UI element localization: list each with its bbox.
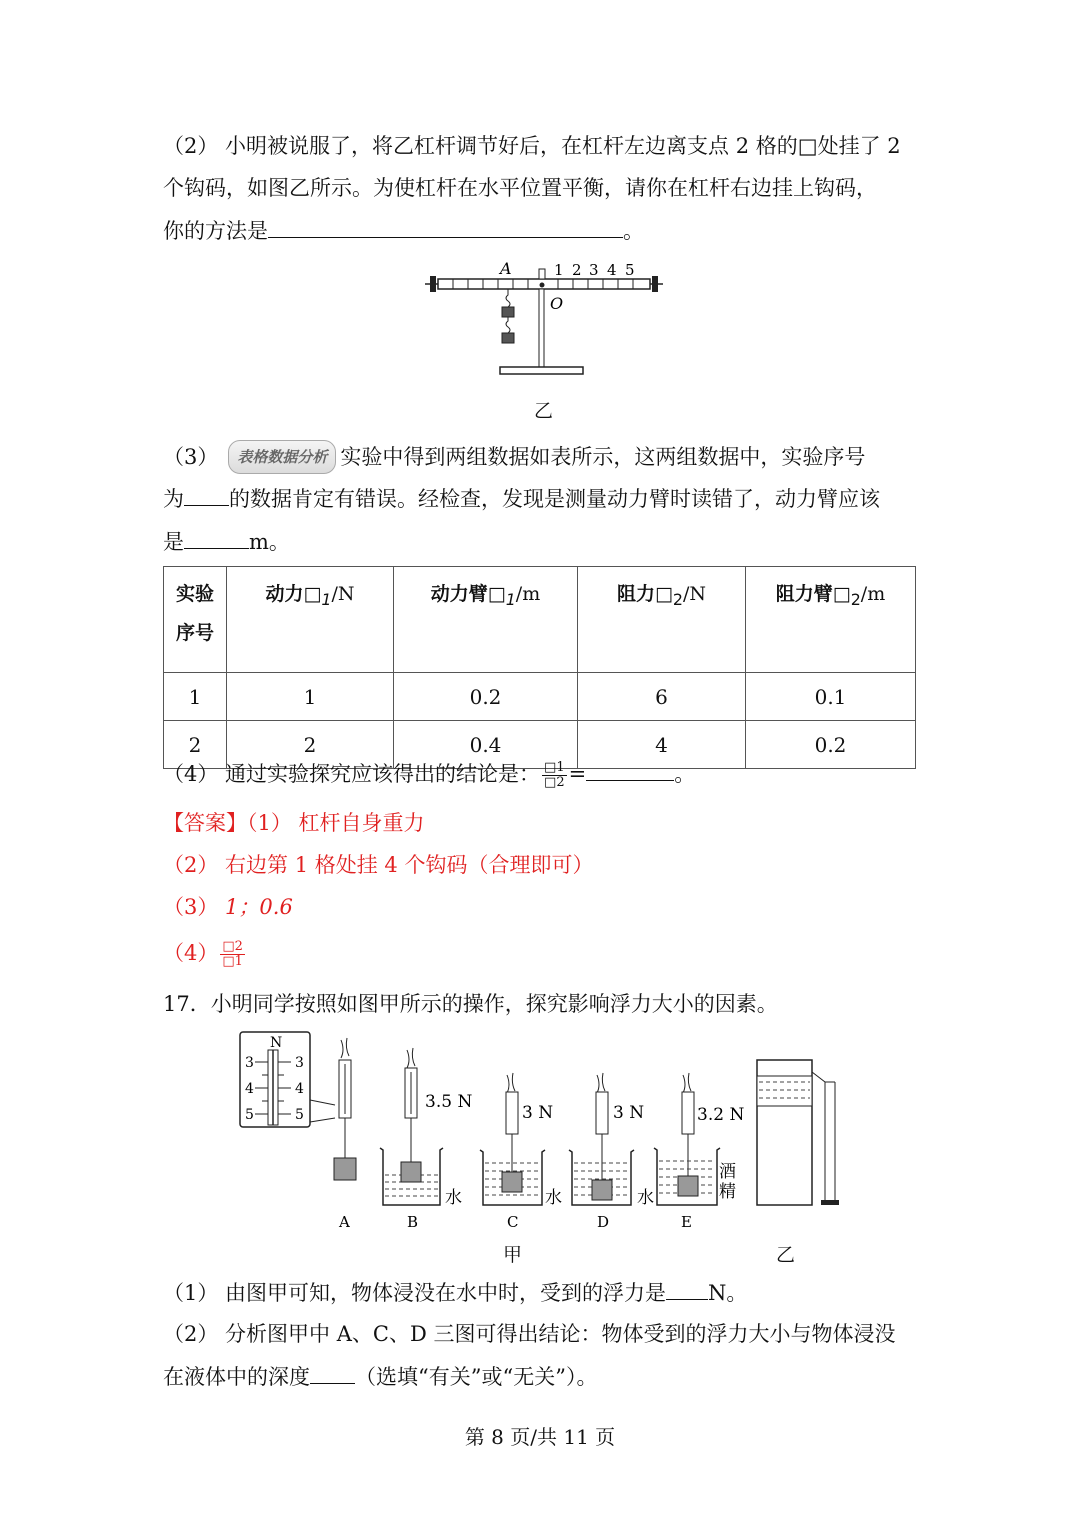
- answer-blank-method[interactable]: [268, 215, 623, 238]
- answer-3-value: 1；0.6: [225, 895, 293, 919]
- answer-4-prefix: （4）: [163, 941, 219, 965]
- inset-tick-5-left: 5: [245, 1107, 254, 1123]
- q16-part4-line: [163, 758, 695, 790]
- tick-3: 3: [589, 261, 599, 279]
- q16-part3-text: 实验中得到两组数据如表所示，这两组数据中，实验序号: [340, 445, 866, 469]
- q16-part3-prefix: （3）: [163, 445, 219, 469]
- q16-part3-line3-b: m。: [249, 530, 290, 554]
- inset-tick-4-right: 4: [295, 1081, 304, 1097]
- q16-part3-line1: [163, 440, 865, 474]
- q16-part3-line3: [163, 526, 290, 557]
- q16-part3-line3-a: 是: [163, 530, 184, 554]
- answer-blank-conclusion[interactable]: [586, 758, 674, 781]
- label-setup-E: E: [681, 1213, 692, 1231]
- q17-part2-line2: [163, 1361, 597, 1392]
- answer-1: （1） 杠杆自身重力: [247, 811, 425, 835]
- table-cell: 0.1: [746, 673, 916, 721]
- inset-tick-5-right: 5: [295, 1107, 304, 1123]
- inset-tick-3-left: 3: [245, 1055, 254, 1071]
- tick-1: 1: [554, 261, 564, 279]
- q17-part2-text: 在液体中的深度: [163, 1365, 310, 1389]
- table-cell: 1: [164, 673, 227, 721]
- label-setup-A: A: [339, 1213, 350, 1231]
- figure-caption-yi: 乙: [534, 400, 554, 422]
- q16-part3-line2-b: 的数据肯定有错误。经检查，发现是测量动力臂时读错了，动力臂应该: [229, 487, 880, 511]
- lever-figure: [420, 255, 670, 385]
- q16-part2-suffix: 。: [623, 219, 644, 243]
- answer-blank-arm-length[interactable]: [184, 526, 249, 549]
- q17-title: 17．小明同学按照如图甲所示的操作，探究影响浮力大小的因素。: [163, 992, 778, 1016]
- liquid-C: 水: [545, 1188, 562, 1208]
- table-analysis-badge: 表格数据分析: [228, 440, 336, 474]
- table-cell: 0.4: [394, 721, 578, 769]
- answer-line-4: [163, 938, 247, 969]
- setup-B: [380, 1048, 443, 1205]
- answer-line-3: [163, 892, 293, 922]
- figure-caption-yi-2: 乙: [776, 1244, 796, 1266]
- setup-E: [654, 1073, 720, 1205]
- setup-C: [480, 1073, 545, 1205]
- label-setup-B: B: [407, 1213, 419, 1231]
- answer-blank-buoyancy[interactable]: [666, 1277, 708, 1300]
- liquid-E-1: 酒: [719, 1162, 736, 1182]
- reading-E: 3.2 N: [697, 1105, 745, 1125]
- cylinder-yi: [757, 1060, 839, 1205]
- label-setup-D: D: [597, 1213, 610, 1231]
- liquid-E-2: 精: [719, 1182, 736, 1202]
- inset-tick-4-left: 4: [245, 1081, 254, 1097]
- tick-5: 5: [625, 261, 635, 279]
- table-cell: 0.2: [746, 721, 916, 769]
- setup-D: [569, 1073, 634, 1205]
- inset-tick-3-right: 3: [295, 1055, 304, 1071]
- answer-3-prefix: （3）: [163, 895, 226, 919]
- liquid-D: 水: [637, 1188, 654, 1208]
- liquid-B: 水: [445, 1188, 462, 1208]
- equals-sign: =: [568, 762, 587, 786]
- q17-part2-line1: （2） 分析图甲中 A、C、D 三图可得出结论：物体受到的浮力大小与物体浸没: [163, 1322, 896, 1346]
- q16-part2-line3: [163, 215, 644, 246]
- tick-2: 2: [572, 261, 582, 279]
- answer-4-fraction: $\frac{□2}{□1}$: [222, 939, 243, 969]
- answer-line-1: [163, 808, 425, 838]
- reading-C: 3 N: [522, 1103, 554, 1123]
- table-cell: 2: [164, 721, 227, 769]
- answer-2: （2） 右边第 1 格处挂 4 个钩码（合理即可）: [163, 853, 594, 877]
- header-load-arm: 阻力臂$□_2/m$: [746, 567, 916, 673]
- q17-part1-text: （1） 由图甲可知，物体浸没在水中时，受到的浮力是: [163, 1281, 667, 1305]
- q17-part2-options: （选填“有关”或“无关”）。: [355, 1365, 598, 1389]
- table-cell: 1: [227, 673, 394, 721]
- q16-part3-line2-a: 为: [163, 487, 184, 511]
- q16-part4-prefix: （4） 通过实验探究应该得出的结论是：: [163, 762, 541, 786]
- inset-unit: N: [270, 1035, 283, 1051]
- header-effort: 动力$□_1/N$: [227, 567, 394, 673]
- answer-blank-error-row[interactable]: [184, 483, 229, 506]
- reading-B: 3.5 N: [425, 1092, 473, 1112]
- table-cell: 0.2: [394, 673, 578, 721]
- header-load: 阻力$□_2/N$: [578, 567, 746, 673]
- conclusion-fraction: $\frac{□1}{□2}$: [544, 760, 565, 790]
- header-serial: 实验 序号: [164, 567, 227, 673]
- table-cell: 4: [578, 721, 746, 769]
- header-effort-arm: 动力臂$□_1/m$: [394, 567, 578, 673]
- tick-4: 4: [607, 261, 617, 279]
- answer-label: 【答案】: [163, 811, 247, 835]
- figure-caption-jia: 甲: [503, 1244, 523, 1266]
- q16-part2-line2: 个钩码，如图乙所示。为使杠杆在水平位置平衡，请你在杠杆右边挂上钩码，: [163, 176, 877, 200]
- q16-part4-suffix: 。: [674, 762, 696, 786]
- setup-A: [334, 1038, 356, 1180]
- lever-data-table: [163, 566, 916, 769]
- q16-part2-line1: （2） 小明被说服了，将乙杠杆调节好后，在杠杆左边离支点 2 格的□处挂了 2: [163, 134, 901, 158]
- table-header-row: [164, 567, 916, 673]
- table-cell: 2: [227, 721, 394, 769]
- q17-part1: [163, 1277, 747, 1308]
- table-row: [164, 673, 916, 721]
- buoyancy-figure: [235, 1030, 845, 1235]
- page-footer: 第 8 页/共 11 页: [464, 1425, 616, 1449]
- label-setup-C: C: [507, 1213, 519, 1231]
- q17-part1-unit: N。: [708, 1281, 748, 1305]
- table-cell: 6: [578, 673, 746, 721]
- label-O: O: [550, 294, 564, 313]
- q16-part3-line2: [163, 483, 880, 514]
- reading-D: 3 N: [613, 1103, 645, 1123]
- answer-blank-depth[interactable]: [310, 1361, 355, 1384]
- label-A: A: [500, 259, 512, 278]
- q16-part2-prefix: 你的方法是: [163, 219, 268, 243]
